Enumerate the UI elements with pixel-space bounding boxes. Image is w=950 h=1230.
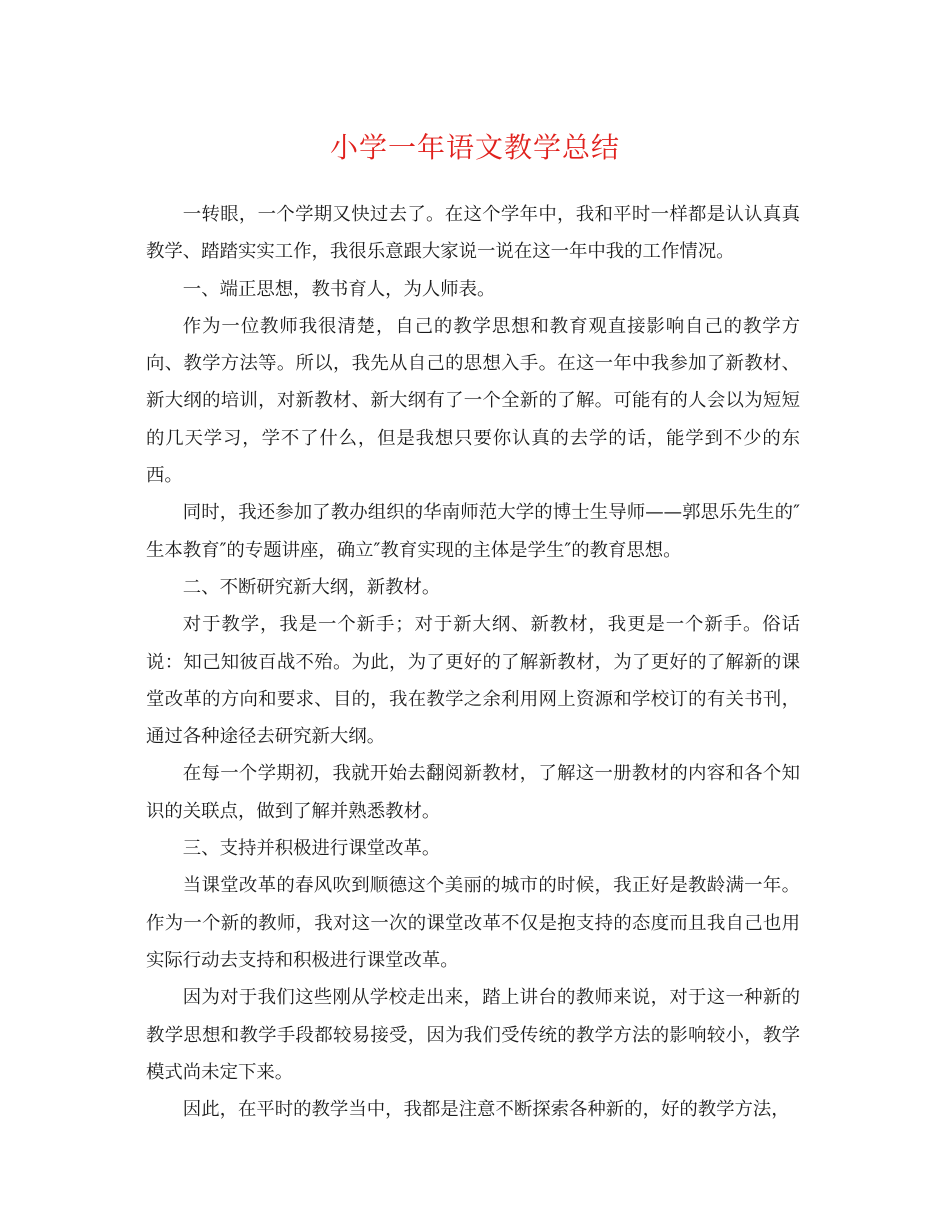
paragraph: 同时，我还参加了教办组织的华南师范大学的博士生导师——郭思乐先生的″生本教育″的专题讲座，确立″教育实现的主体是学生″的教育思想。 xyxy=(146,502,800,561)
paragraph: 当课堂改革的春风吹到顺德这个美丽的城市的时候，我正好是教龄满一年。作为一个新的教师，我对这一次的课堂改革不仅是抱支持的态度而且我自己也用实际行动去支持和积极进行课堂改革。 xyxy=(146,875,800,971)
paragraph: 因为对于我们这些刚从学校走出来，踏上讲台的教师来说，对于这一种新的教学思想和教学手段都较易接受，因为我们受传统的教学方法的影响较小，教学模式尚未定下来。 xyxy=(146,987,800,1083)
document-body xyxy=(146,196,800,1128)
section-heading: 三、支持并积极进行课堂改革。 xyxy=(182,838,441,860)
section-heading: 一、端正思想，教书育人，为人师表。 xyxy=(182,278,496,300)
paragraph: 一转眼，一个学期又快过去了。在这个学年中，我和平时一样都是认认真真教学、踏踏实实工作，我很乐意跟大家说一说在这一年中我的工作情况。 xyxy=(146,204,800,263)
paragraph: 因此，在平时的教学当中，我都是注意不断探索各种新的，好的教学方法， xyxy=(182,1099,790,1121)
section-heading: 二、不断研究新大纲，新教材。 xyxy=(182,576,441,598)
paragraph: 在每一个学期初，我就开始去翻阅新教材，了解这一册教材的内容和各个知识的关联点，做到了解并熟悉教材。 xyxy=(146,763,800,822)
document-title: 小学一年语文教学总结 xyxy=(329,131,620,164)
paragraph: 作为一位教师我很清楚，自己的教学思想和教育观直接影响自己的教学方向、教学方法等。所以，我先从自己的思想入手。在这一年中我参加了新教材、新大纲的培训，对新教材、新大纲有了一个全新的了解。可能有的人会以为短短的几天学习，学不了什么，但是我想只要你认真的去学的话，能学到不少的东西。 xyxy=(146,315,800,487)
paragraph: 对于教学，我是一个新手；对于新大纲、新教材，我更是一个新手。俗话说：知己知彼百战不殆。为此，为了更好的了解新教材，为了更好的了解新的课堂改革的方向和要求、目的，我在教学之余利用网上资源和学校订的有关书刊，通过各种途径去研究新大纲。 xyxy=(146,614,800,748)
